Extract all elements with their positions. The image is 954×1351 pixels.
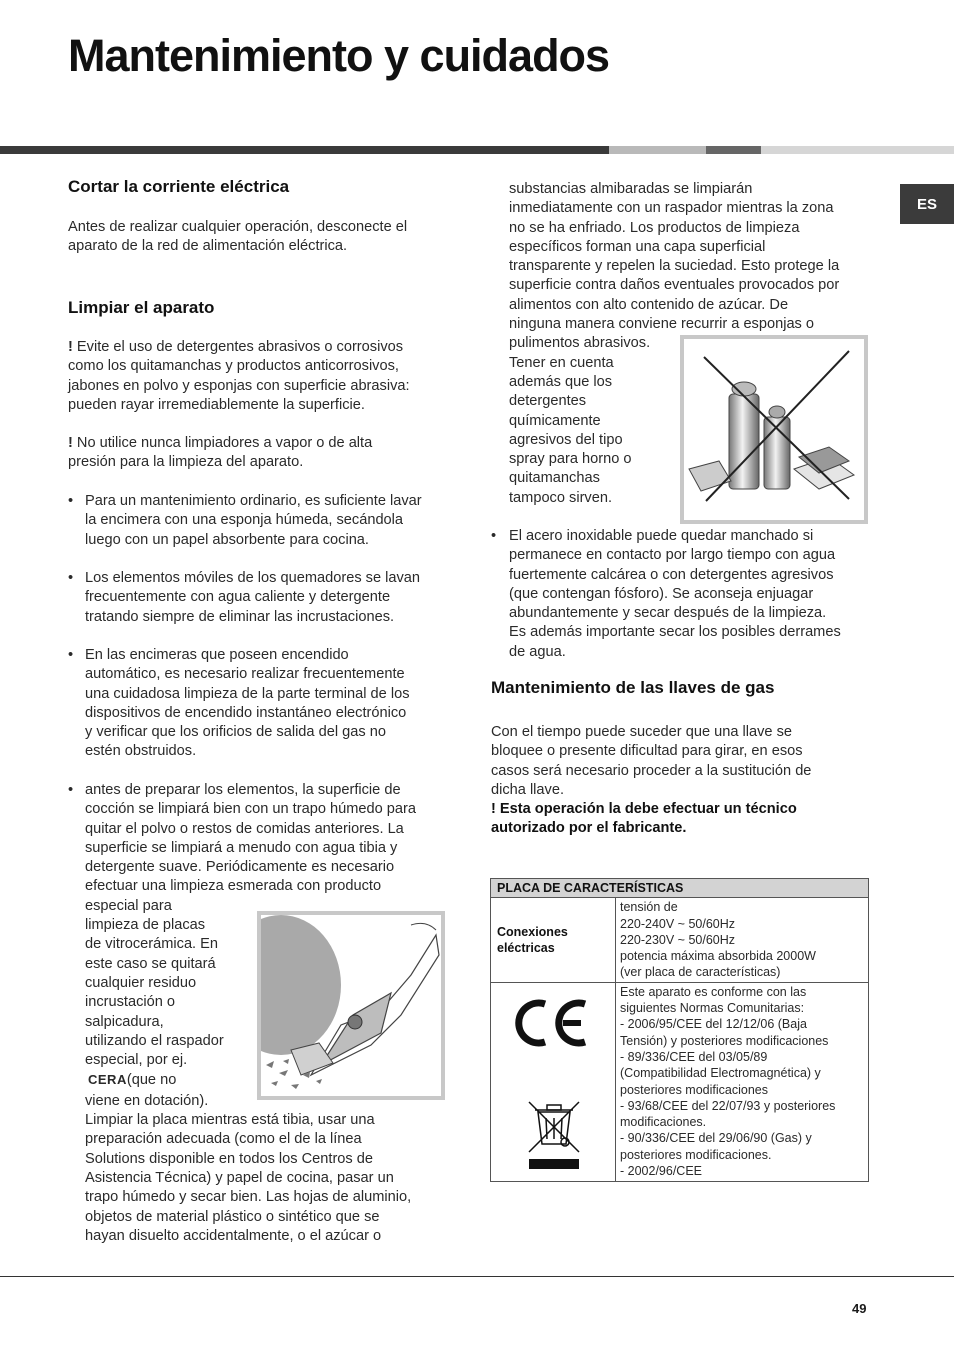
- section-title-gas-taps: Mantenimiento de las llaves de gas: [491, 678, 775, 697]
- ce-mark-icon: [495, 984, 609, 1180]
- no-spray-icon: [684, 339, 864, 520]
- table-row: [491, 898, 869, 982]
- table-row: [491, 982, 869, 1181]
- weee-bin-icon: [529, 1102, 579, 1152]
- page-title: Mantenimiento y cuidados: [68, 30, 610, 81]
- footer-rule: [0, 1276, 954, 1277]
- gas-taps-paragraph: Con el tiempo puede suceder que una llave se bloquee o presente dificultad para girar, en esos casos será necesario proceder a la sustitución de dicha llave. ! Esta operación la debe efectuar un técnico autorizado por el fabricante.: [491, 724, 812, 837]
- header-rule-pale: [761, 146, 954, 154]
- scraper-illustration: [257, 911, 445, 1100]
- section-title-power: Cortar la corriente eléctrica: [68, 177, 290, 196]
- table-cell-marks: [491, 982, 616, 1181]
- warning-line: Evite el uso de detergentes abrasivos o corrosivos: [72, 339, 404, 355]
- table-cell-standards: Este aparato es conforme con las siguientes Normas Comunitarias: - 2006/95/CEE del 12/12/06 (Baja Tensión) y posteriores modificaciones - 89/336/CEE del 03/05/89 (Compatibilidad Electromagnética) y posteriores modificaciones - 93/68/CEE del 22/07/93 y posteriores modificaciones. - 90/336/CEE del 29/06/90 (Gas) y posteriores modificaciones. - 2002/96/CEE: [616, 982, 869, 1181]
- table-header: PLACA DE CARACTERÍSTICAS: [491, 879, 869, 898]
- page-number: 49: [852, 1301, 867, 1316]
- header-rule-mid: [706, 146, 761, 154]
- warning-steam: ! No utilice nunca limpiadores a vapor o de alta presión para la limpieza del aparato.: [68, 435, 373, 471]
- cera-logo: CERA: [88, 1072, 127, 1088]
- warning-abrasives: ! Evite el uso de detergentes abrasivos o corrosivos como los quitamanchas y productos anticorrosivos, jabones en polvo y esponjas con superficie abrasiva: pueden rayar irremediablemente la superficie.: [68, 339, 410, 413]
- table-cell-label: Conexiones eléctricas: [491, 898, 616, 982]
- power-paragraph: Antes de realizar cualquier operación, desconecte el aparato de la red de alimentación eléctrica.: [68, 219, 408, 255]
- scraper-icon: [261, 915, 441, 1096]
- glass-ceramic-continued: substancias almibaradas se limpiarán inmediatamente con un raspador mientras la zona no se ha enfriado. Los productos de limpieza específicos forman una capa superficial transparente y repelen la suciedad. Esto protege la superficie contra daños eventuales provocados por alimentos con alto contenido de azúcar. De ninguna manera conviene recurrir a esponjas o pulimentos abrasivos. Tener en cuenta además que los detergentes químicamente agresivos del tipo spray para horno o quitamanchas tampoco sirven.: [509, 181, 840, 506]
- language-tab: ES: [900, 184, 954, 224]
- section-title-cleaning: Limpiar el aparato: [68, 298, 215, 317]
- header-rule-dark: [0, 146, 609, 154]
- rating-plate-table: [490, 878, 869, 1182]
- crossed-sprays-illustration: [680, 335, 868, 524]
- header-rule-light: [609, 146, 706, 154]
- table-cell-electrical: tensión de 220-240V ~ 50/60Hz 220-230V ~ 50/60Hz potencia máxima absorbida 2000W (ver placa de características): [616, 898, 869, 982]
